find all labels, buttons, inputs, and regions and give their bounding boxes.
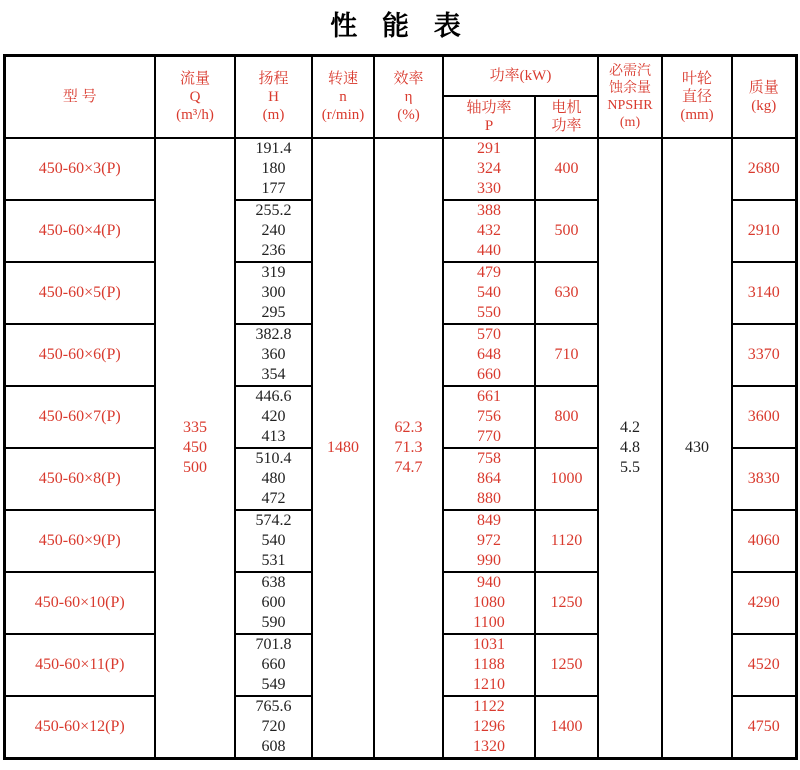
head-cell: 446.6 420 413 — [235, 386, 312, 448]
col-header-mass: 质量 (kg) — [732, 56, 796, 138]
performance-table — [3, 54, 798, 760]
model-cell: 450-60×10(P) — [4, 572, 155, 634]
efficiency-merged-cell: 62.3 71.3 74.7 — [374, 138, 443, 759]
motor-power-cell: 500 — [535, 200, 598, 262]
head-cell: 701.8 660 549 — [235, 634, 312, 696]
mass-cell: 4750 — [732, 696, 796, 759]
head-cell: 191.4 180 177 — [235, 138, 312, 200]
col-header-shaft-power: 轴功率 P — [443, 96, 535, 138]
shaft-power-cell: 479 540 550 — [443, 262, 535, 324]
shaft-power-cell: 661 756 770 — [443, 386, 535, 448]
col-header-flow: 流量 Q (m³/h) — [155, 56, 235, 138]
head-cell: 510.4 480 472 — [235, 448, 312, 510]
motor-power-cell: 1400 — [535, 696, 598, 759]
model-cell: 450-60×3(P) — [4, 138, 155, 200]
mass-cell: 3600 — [732, 386, 796, 448]
mass-cell: 4060 — [732, 510, 796, 572]
model-cell: 450-60×7(P) — [4, 386, 155, 448]
head-cell: 765.6 720 608 — [235, 696, 312, 759]
col-header-speed: 转速 n (r/min) — [312, 56, 374, 138]
col-header-impeller-diameter: 叶轮 直径 (mm) — [662, 56, 732, 138]
mass-cell: 3370 — [732, 324, 796, 386]
model-cell: 450-60×8(P) — [4, 448, 155, 510]
model-cell: 450-60×5(P) — [4, 262, 155, 324]
page-title: 性 能 表 — [330, 11, 470, 41]
impeller-diameter-merged-cell: 430 — [662, 138, 732, 759]
motor-power-cell: 1250 — [535, 572, 598, 634]
shaft-power-cell: 758 864 880 — [443, 448, 535, 510]
speed-merged-cell: 1480 — [312, 138, 374, 759]
motor-power-cell: 1000 — [535, 448, 598, 510]
mass-cell: 3140 — [732, 262, 796, 324]
mass-cell: 2680 — [732, 138, 796, 200]
mass-cell: 2910 — [732, 200, 796, 262]
motor-power-cell: 1120 — [535, 510, 598, 572]
model-cell: 450-60×9(P) — [4, 510, 155, 572]
motor-power-cell: 710 — [535, 324, 598, 386]
motor-power-cell: 800 — [535, 386, 598, 448]
shaft-power-cell: 1031 1188 1210 — [443, 634, 535, 696]
col-header-motor-power: 电机 功率 — [535, 96, 598, 138]
motor-power-cell: 400 — [535, 138, 598, 200]
shaft-power-cell: 570 648 660 — [443, 324, 535, 386]
mass-cell: 4520 — [732, 634, 796, 696]
head-cell: 382.8 360 354 — [235, 324, 312, 386]
shaft-power-cell: 388 432 440 — [443, 200, 535, 262]
head-cell: 255.2 240 236 — [235, 200, 312, 262]
col-header-model: 型 号 — [4, 56, 155, 138]
head-cell: 574.2 540 531 — [235, 510, 312, 572]
col-header-head: 扬程 H (m) — [235, 56, 312, 138]
col-header-efficiency: 效率 η (%) — [374, 56, 443, 138]
table-row — [4, 138, 796, 200]
model-cell: 450-60×6(P) — [4, 324, 155, 386]
head-cell: 319 300 295 — [235, 262, 312, 324]
flow-merged-cell: 335 450 500 — [155, 138, 235, 759]
mass-cell: 3830 — [732, 448, 796, 510]
col-header-power: 功率(kW) — [443, 56, 598, 96]
motor-power-cell: 1250 — [535, 634, 598, 696]
head-cell: 638 600 590 — [235, 572, 312, 634]
shaft-power-cell: 849 972 990 — [443, 510, 535, 572]
shaft-power-cell: 940 1080 1100 — [443, 572, 535, 634]
model-cell: 450-60×4(P) — [4, 200, 155, 262]
npshr-merged-cell: 4.2 4.8 5.5 — [598, 138, 662, 759]
mass-cell: 4290 — [732, 572, 796, 634]
col-header-npshr: 必需汽 蚀余量 NPSHR (m) — [598, 56, 662, 138]
model-cell: 450-60×11(P) — [4, 634, 155, 696]
motor-power-cell: 630 — [535, 262, 598, 324]
header-row-1 — [4, 56, 796, 96]
model-cell: 450-60×12(P) — [4, 696, 155, 759]
shaft-power-cell: 291 324 330 — [443, 138, 535, 200]
shaft-power-cell: 1122 1296 1320 — [443, 696, 535, 759]
